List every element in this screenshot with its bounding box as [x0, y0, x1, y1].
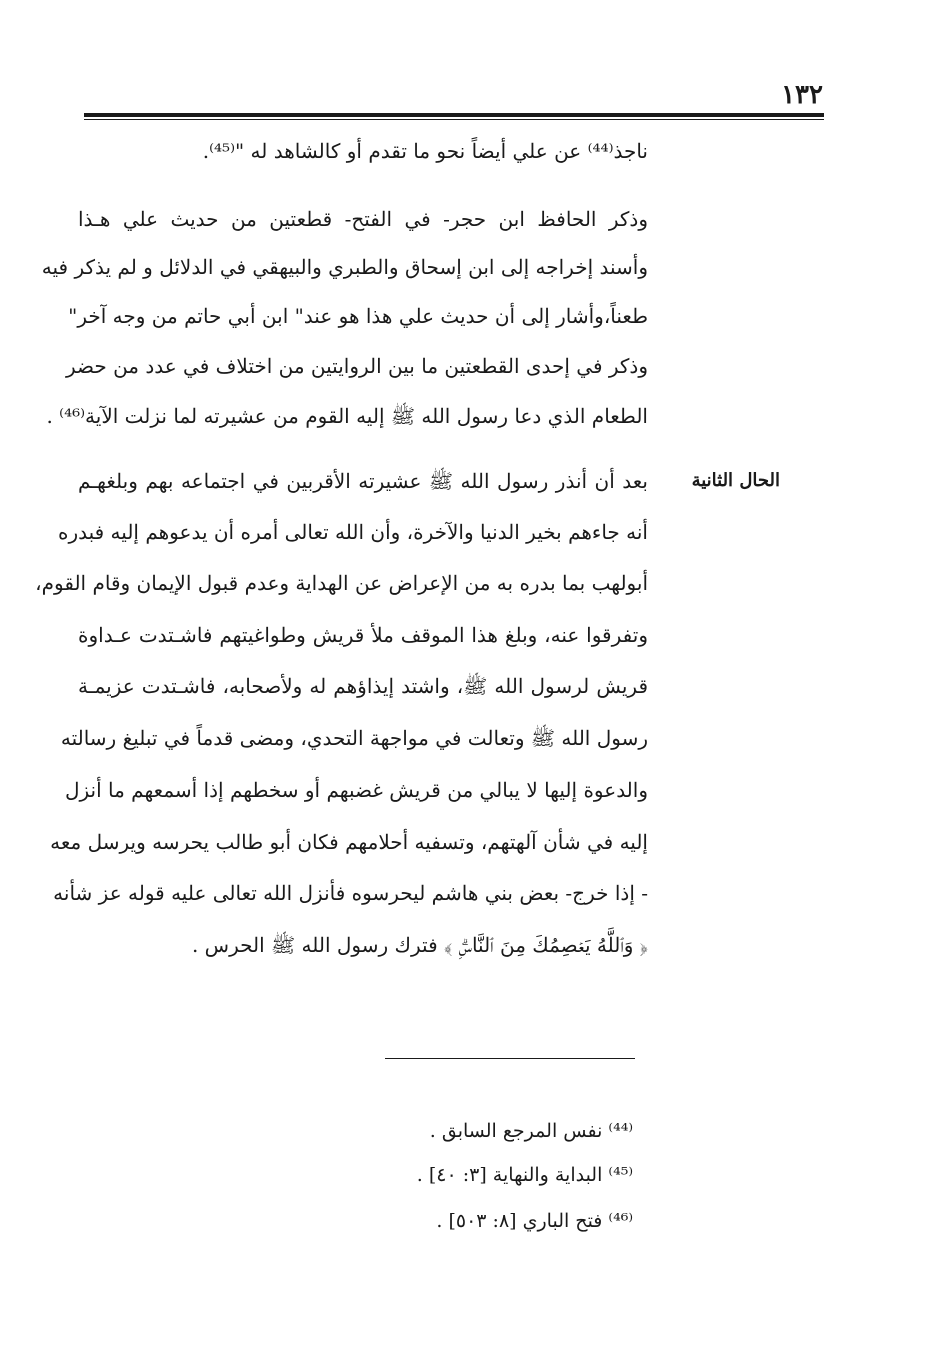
- body-line: الطعام الذي دعا رسول الله ﷺ إليه القوم من عشيرته لما نزلت الآية⁽⁴⁶⁾ .: [46, 404, 648, 428]
- footnote: ⁽⁴⁴⁾ نفس المرجع السابق .: [429, 1120, 633, 1142]
- body-line: وتفرقوا عنه، وبلغ هذا الموقف ملأ قريش وطواغيتهم فاشـتدت عـداوة: [78, 623, 648, 647]
- margin-note: الحال الثانية: [691, 470, 780, 491]
- body-line: - إذا خرج- بعض بني هاشم ليحرسوه فأنزل الله تعالى عليه قوله عز شأنه: [53, 881, 648, 905]
- body-line: طعناً،وأشار إلى أن حديث علي هذا هو عند" ابن أبي حاتم من وجه آخر": [68, 304, 648, 328]
- body-line: أبولهب بما بدره به من الإعراض عن الهداية وعدم قبول الإيمان وقام القوم،: [35, 571, 648, 595]
- header-rule-thin: [84, 119, 824, 120]
- body-line: ﴿ وَٱللَّهُ يَعۡصِمُكَ مِنَ ٱلنَّاسِۗ ﴾ فترك رسول الله ﷺ الحرس .: [191, 933, 648, 957]
- body-line: وذكر في إحدى القطعتين ما بين الروايتين من اختلاف في عدد من حضر: [65, 354, 648, 378]
- footnote: ⁽⁴⁶⁾ فتح الباري [٨: ٥٠٣] .: [436, 1210, 633, 1232]
- body-line: وأسند إخراجه إلى ابن إسحاق والطبري والبيهقي في الدلائل و لم يذكر فيه: [41, 255, 648, 279]
- body-line: رسول الله ﷺ وتعالت في مواجهة التحدي، ومضى قدماً في تبليغ رسالته: [60, 726, 648, 750]
- body-line: والدعوة إليها لا يبالي من قريش غضبهم أو سخطهم إذا أسمعهم ما أنزل: [64, 778, 648, 802]
- page-number: ١٣٢: [781, 80, 823, 110]
- footnote: ⁽⁴⁵⁾ البداية والنهاية [٣: ٤٠] .: [416, 1164, 633, 1186]
- body-line: قريش لرسول الله ﷺ، واشتد إيذاؤهم له ولأصحابه، فاشـتدت عزيمـة: [78, 674, 649, 698]
- body-line: إليه في شأن آلهتهم، وتسفيه أحلامهم فكان أبو طالب يحرسه ويرسل معه: [50, 830, 648, 854]
- footnote-separator: [385, 1058, 635, 1059]
- body-line: ناجذ⁽⁴⁴⁾ عن علي أيضاً نحو ما تقدم أو كالشاهد له "⁽⁴⁵⁾.: [202, 139, 648, 163]
- body-line: وذكر الحافظ ابن حجر- في الفتح- قطعتين من حديث علي هـذا: [78, 207, 648, 231]
- header-rule: [84, 113, 824, 117]
- body-line: أنه جاءهم بخير الدنيا والآخرة، وأن الله تعالى أمره أن يدعوهم إليه فبدره: [57, 520, 648, 544]
- body-line: بعد أن أنذر رسول الله ﷺ عشيرته الأقربين في اجتماعه بهم وبلغهـم: [78, 469, 648, 493]
